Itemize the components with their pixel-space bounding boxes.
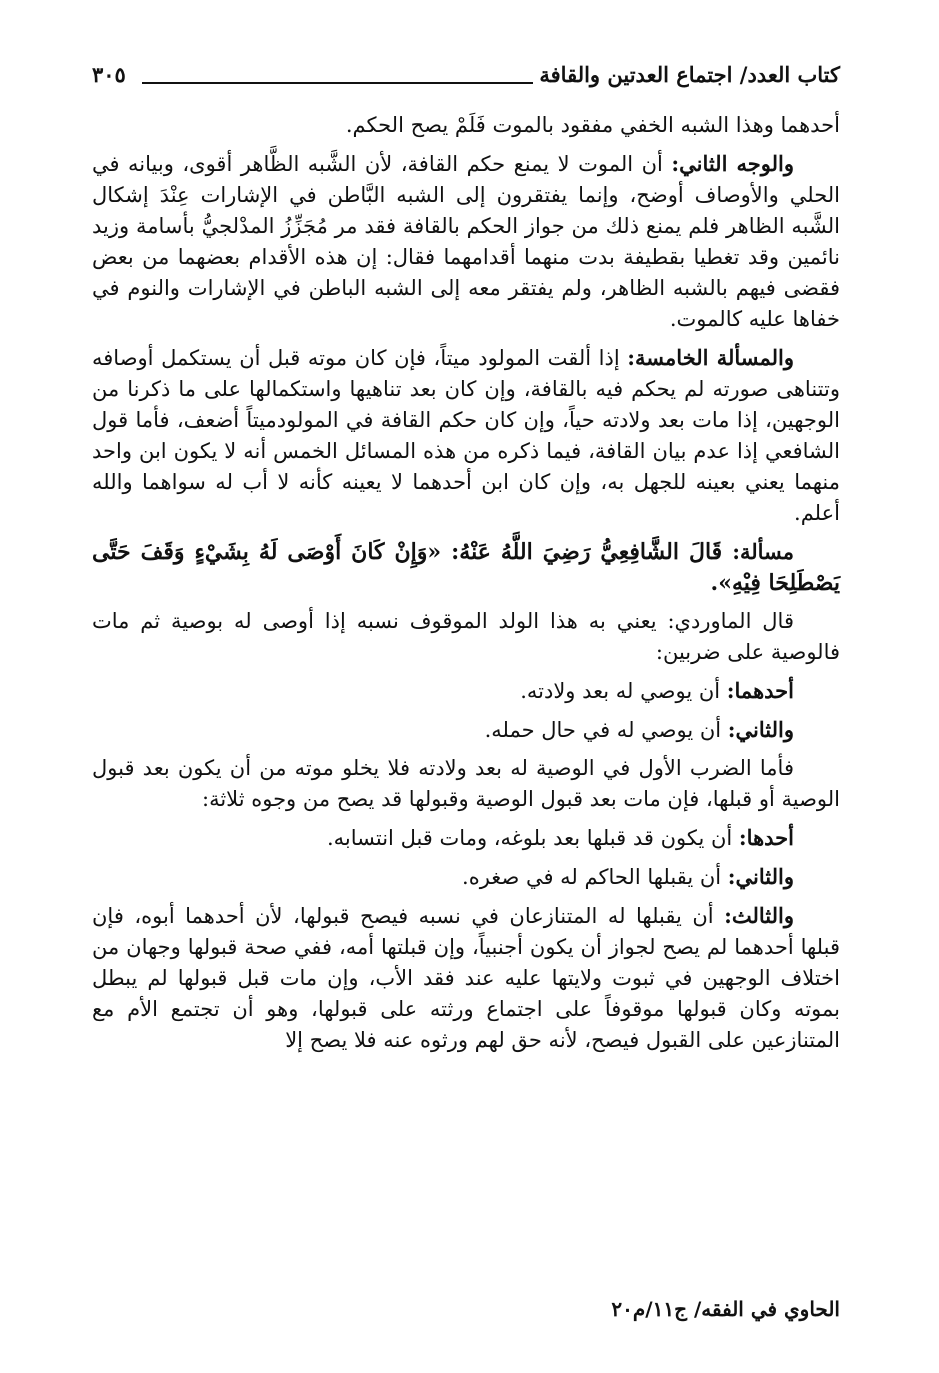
paragraph-text: أن يوصي له بعد ولادته.: [520, 679, 727, 703]
paragraph-lead: والوجه الثاني:: [671, 151, 795, 176]
paragraph-7: [92, 714, 840, 746]
paragraph-lead: أحدهما:: [726, 678, 794, 703]
paragraph-lead: والثالث:: [724, 903, 794, 928]
book-footer: الحاوي في الفقه/ ج١١/م٢٠: [611, 1297, 840, 1321]
running-header: [92, 62, 840, 98]
paragraph-text: أن يقبلها له المتنازعان في نسبه فيصح قبولها، لأن أحدهما أبوه، فإن قبلها أحدهما لم يصح لجواز أن يكون أجنبياً، وإن قبلتها أمه، ففي صحة قبولها وجهان من اختلاف الوجهين في ثبوت ولايتها عليه عند فقد الأب، وإن مات قبل قبولها لم يبطل بموته وكان قبولها موقوفاً على اجتماع ورثته على قبولها، وهو أن تجتمع الأم مع المتنازعين على القبول فيصح، لأنه حق لهم ورثوه عنه فلا يصح إلا: [92, 904, 840, 1052]
paragraph-11: [92, 900, 840, 1056]
paragraph-text: أن يوصي له في حال حمله.: [484, 718, 728, 742]
paragraph-10: [92, 861, 840, 893]
header-rule: [142, 82, 565, 84]
paragraph-text: قال الماوردي: يعني به هذا الولد الموقوف نسبه إذا أوصى له بوصية ثم مات فالوصية على ضربين:: [92, 609, 840, 664]
paragraph-text: أن يكون قد قبلها بعد بلوغه، ومات قبل انتسابه.: [326, 826, 739, 850]
paragraph-text: أن يقبلها الحاكم له في صغره.: [462, 865, 728, 889]
header-title: كتاب العدد/ اجتماع العدتين والقافة: [533, 62, 840, 87]
paragraph-1: [92, 110, 840, 141]
paragraph-text: أحدهما وهذا الشبه الخفي مفقود بالموت فَلَمْ يصح الحكم.: [345, 113, 840, 137]
paragraph-4: [92, 536, 840, 599]
paragraph-text: إذا ألقت المولود ميتاً، فإن كان موته قبل أن يستكمل أوصافه وتتناهى صورته لم يحكم فيه بالقافة، وإن كان بعد تناهيها واستكمالها على ما ذكرنا من الوجهين، إذا مات بعد ولادته حياً، وإن كان حكم القافة في المولودميتاً أضعف، فأما قول الشافعي إذا عدم بيان القافة، فيما ذكره من هذه المسائل الخمس أنه لا يكون ابن واحد منهما يعني بعينه للجهل به، وإن كان ابن أحدهما لا يعينه كأنه لا أب له سواهما والله أعلم.: [92, 346, 840, 525]
paragraph-quote: قَالَ الشَّافِعِيُّ رَضِيَ اللَّهُ عَنْهُ: «وَإِنْ كَانَ أَوْصَى لَهُ بِشَيْءٍ وَقَفَ حَتَّى يَصْطَلِحَا فِيْهِ».: [92, 539, 840, 596]
paragraph-lead: أحدها:: [738, 825, 794, 850]
paragraph-lead: والثاني:: [727, 717, 794, 742]
paragraph-text: أن الموت لا يمنع حكم القافة، لأن الشَّبه الظَّاهر أقوى، وبيانه في الحلي والأوصاف أوضح، وإنما يفتقرون إلى الشبه البَّاطن في الإشارات عِنْدَ إشكال الشَّبه الظاهر فلم يمنع ذلك من جواز الحكم بالقافة فقد مر مُجَزِّزُ المدْلجيُّ بأسامة وزيد نائمين وقد تغطيا بقطيفة بدت منهما أقدامهما فقال: إن هذه الأقدام بعضهما من بعض فقضى فيهم بالشبه الظاهر، ولم يفتقر معه إلى الشبه الباطن في الإشارات والنوم في خفاها عليه كالموت.: [92, 152, 840, 331]
paragraph-5: [92, 606, 840, 668]
text-body: [92, 110, 840, 1063]
paragraph-9: [92, 822, 840, 854]
paragraph-lead: والمسألة الخامسة:: [627, 345, 794, 370]
paragraph-8: [92, 753, 840, 815]
page-number: ٣٠٥: [92, 62, 126, 87]
paragraph-3: [92, 342, 840, 529]
paragraph-2: [92, 148, 840, 335]
paragraph-lead: والثاني:: [727, 864, 794, 889]
paragraph-lead: مسألة:: [732, 539, 794, 564]
paragraph-6: [92, 675, 840, 707]
paragraph-text: فأما الضرب الأول في الوصية له بعد ولادته فلا يخلو موته من أن يكون بعد قبول الوصية أو قبلها، فإن مات بعد قبول الوصية وقبولها قد يصح من وجوه ثلاثة:: [92, 756, 840, 811]
